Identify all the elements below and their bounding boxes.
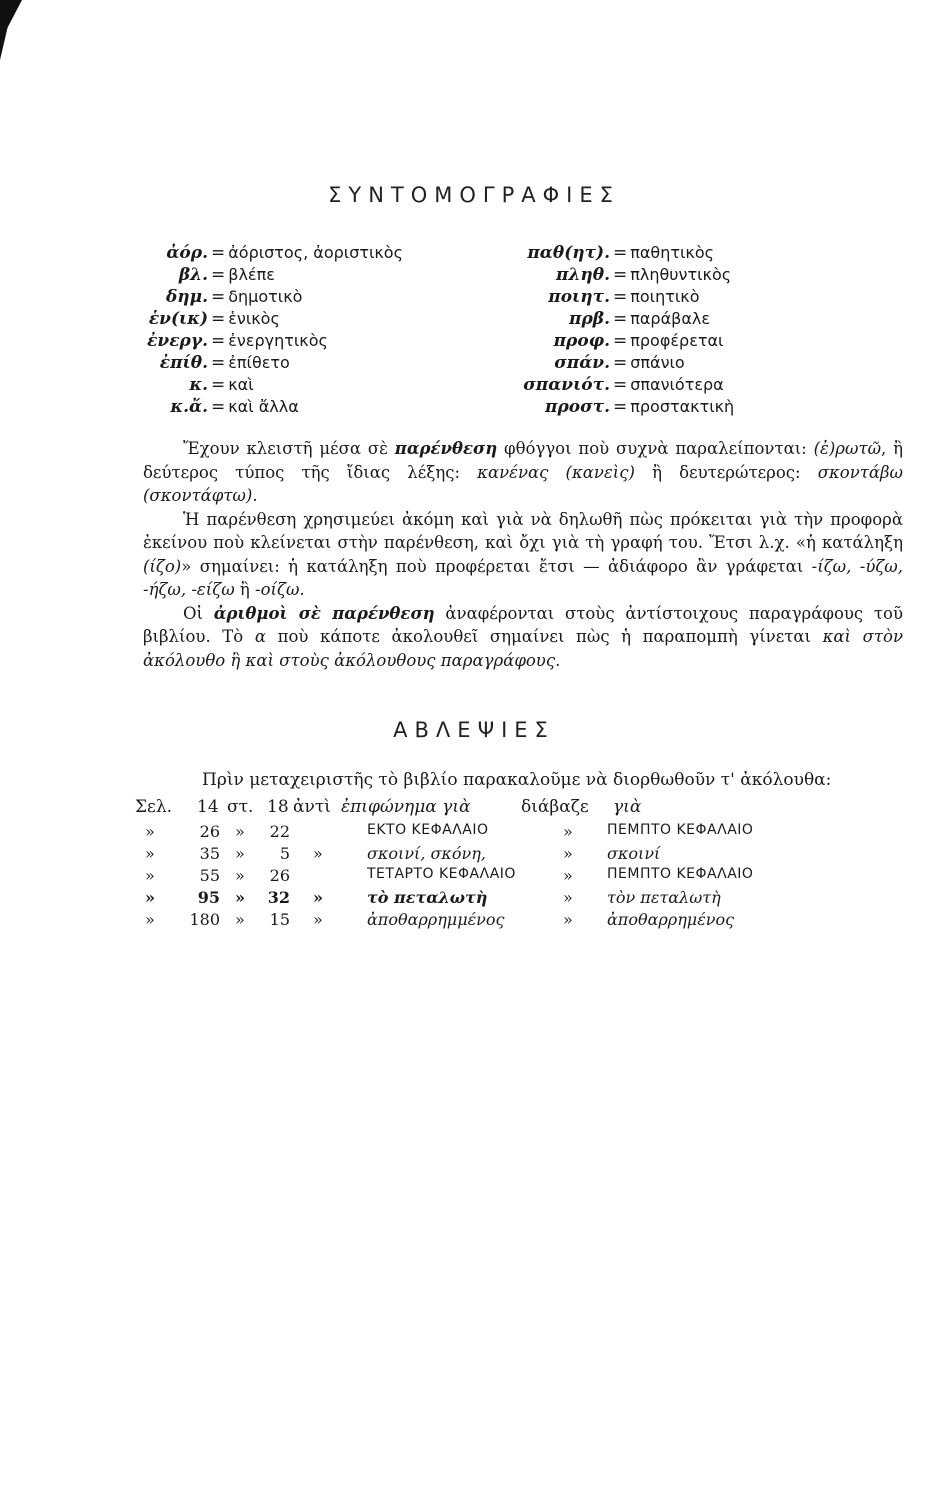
ditto-mark: » (563, 844, 573, 863)
example-word: (ἐ)ρωτῶ (813, 439, 882, 458)
abbr-entry (130, 243, 403, 265)
abbr-term: προφ. (553, 331, 610, 351)
ditto-mark: » (145, 866, 155, 885)
abbr-entry (130, 397, 299, 419)
equals-sign: = (613, 397, 628, 417)
abbr-term: κ. (189, 375, 208, 395)
errata-title: ΑΒΛΕΨΙΕΣ (393, 718, 555, 742)
ditto-mark: » (313, 910, 323, 929)
text-run: Οἱ (183, 603, 214, 623)
equals-sign: = (211, 309, 226, 329)
errata-line: 32 (267, 888, 290, 907)
errata-intro-text: Πρὶν μεταχειριστῆς τὸ βιβλίο παρακαλοῦμε νὰ διορθωθοῦν τ' ἀκόλουθα: (202, 770, 832, 790)
abbr-term: ἀόρ. (166, 243, 208, 263)
abbr-term: σπάν. (554, 353, 610, 373)
equals-sign: = (211, 287, 226, 307)
equals-sign: = (613, 331, 628, 351)
abbr-meaning: καὶ ἄλλα (228, 397, 299, 416)
abbr-meaning: πληθυντικὸς (630, 265, 732, 284)
errata-correct: ἀποθαρρημένος (607, 910, 735, 929)
header-line-label: στ. (227, 797, 254, 817)
ditto-mark: » (235, 888, 245, 907)
example-word: κανένας (κανεὶς) (477, 462, 635, 482)
abbr-entry (130, 353, 290, 375)
abbr-term: σπανιότ. (523, 375, 610, 395)
abbr-meaning: σπάνιο (630, 353, 685, 372)
errata-page: 180 (189, 910, 220, 929)
equals-sign: = (613, 243, 628, 263)
abbr-entry (520, 265, 731, 287)
emphasis-term: ἀριθμοὶ σὲ παρένθεση (213, 603, 435, 623)
errata-correct: τὸν πεταλωτὴ (607, 888, 721, 907)
abbr-term: προστ. (545, 397, 610, 417)
ditto-mark: » (563, 910, 573, 929)
equals-sign: = (613, 265, 628, 285)
abbr-entry (520, 309, 710, 331)
abbr-entry (130, 375, 254, 397)
equals-sign: = (211, 353, 226, 373)
errata-wrong: σκοινί, σκόνη, (367, 844, 486, 863)
abbr-term: βλ. (178, 265, 208, 285)
abbr-term: ποιητ. (548, 287, 610, 307)
abbr-term: ἐπίθ. (159, 353, 208, 373)
abbr-term: κ.ἄ. (170, 397, 208, 417)
ditto-mark: » (145, 822, 155, 841)
errata-page: 95 (197, 888, 220, 907)
errata-wrong: ἀποθαρρημμένος (367, 910, 505, 929)
ditto-mark: » (145, 888, 155, 907)
errata-wrong: ΤΕΤΑΡΤΟ ΚΕΦΑΛΑΙΟ (367, 866, 516, 882)
abbr-term: πρβ. (569, 309, 610, 329)
equals-sign: = (211, 243, 226, 263)
equals-sign: = (613, 287, 628, 307)
abbr-entry (130, 287, 302, 309)
abbr-meaning: ποιητικὸ (630, 287, 700, 306)
abbr-entry (520, 397, 734, 419)
header-wrong-text: ἐπιφώνημα γιὰ (341, 797, 471, 817)
abbr-meaning: προφέρεται (630, 331, 724, 350)
abbr-meaning: δημοτικὸ (228, 287, 303, 306)
example-word: (ίζο) (143, 556, 182, 576)
abbr-term: παθ(ητ). (527, 243, 610, 263)
text-run: ἢ (234, 580, 256, 599)
text-run: φθόγγοι ποὺ συχνὰ παραλείπονται: (497, 439, 814, 458)
equals-sign: = (211, 331, 226, 351)
abbreviations-title: ΣΥΝΤΟΜΟΓΡΑΦΙΕΣ (328, 183, 620, 207)
errata-correct: ΠΕΜΠΤΟ ΚΕΦΑΛΑΙΟ (607, 822, 754, 838)
notes-block (143, 437, 903, 672)
text-run: ποὺ κάποτε ἀκολουθεῖ σημαίνει πὼς ἡ παραπομπὴ γίνεται (266, 627, 823, 646)
example-word: -ίζω, -ύζω, -ήζω, -είζω (143, 556, 903, 599)
header-read-label: διάβαζε (521, 797, 589, 817)
abbr-term: ἐνεργ. (147, 331, 208, 351)
errata-page: 35 (199, 844, 220, 863)
note-paragraph-pronunciation (143, 508, 903, 602)
header-line-number: 18 (267, 797, 289, 817)
errata-page: 26 (199, 822, 220, 841)
errata-line: 22 (269, 822, 290, 841)
errata-line: 26 (269, 866, 290, 885)
text-run: Ἡ παρένθεση χρησιμεύει ἀκόμη καὶ γιὰ νὰ δηλωθῆ πὼς πρόκειται γιὰ τὴν προφορὰ ἐκείνου ποὺ κλείνεται στὴν παρένθεση, καὶ ὄχι γιὰ τὴ γραφή του. Ἔτσι λ.χ. «ἡ κατάληξη (143, 509, 903, 552)
ditto-mark: » (145, 910, 155, 929)
abbr-entry (520, 375, 724, 397)
header-page-label: Σελ. (135, 797, 173, 817)
ditto-mark: » (235, 910, 245, 929)
scan-edge-shadow (0, 0, 14, 60)
text-run: » σημαίνει: ἡ κατάληξη ποὺ προφέρεται ἔτσι — ἀδιάφορο ἂν γράφεται (181, 556, 812, 576)
ditto-mark: » (563, 866, 573, 885)
errata-line: 5 (279, 844, 290, 863)
abbr-entry (520, 287, 700, 309)
header-right-text: γιὰ (613, 797, 642, 817)
abbr-meaning: σπανιότερα (630, 375, 724, 394)
abbr-meaning: προστακτικὴ (630, 397, 735, 416)
ditto-mark: » (235, 844, 245, 863)
ditto-mark: » (563, 888, 573, 907)
abbr-meaning: καὶ (228, 375, 254, 394)
emphasis-term: παρένθεση (394, 439, 498, 458)
abbr-term: ἑν(ικ) (148, 309, 208, 329)
equals-sign: = (613, 375, 628, 395)
note-paragraph-parentheses (143, 437, 903, 508)
text-run: Ἔχουν κλειστῆ μέσα σὲ (183, 439, 395, 458)
abbr-meaning: ἀόριστος, ἀοριστικὸς (228, 243, 403, 262)
example-word: καὶ στὸν ἀκόλουθο ἢ καὶ στοὺς ἀκόλουθους παραγράφους. (143, 627, 903, 670)
abbr-meaning: ἑνικὸς (228, 309, 280, 328)
abbr-meaning: παράβαλε (630, 309, 711, 328)
abbr-meaning: παθητικὸς (630, 243, 715, 262)
errata-correct: σκοινί (607, 844, 661, 863)
text-run: ἀναφέρονται στοὺς ἀντίστοιχους παραγράφους τοῦ βιβλίου. Τὸ (143, 603, 904, 646)
equals-sign: = (211, 265, 226, 285)
text-run: , ἢ δεύτερος τύπος τῆς ἴδιας λέξης: (143, 439, 903, 482)
ditto-mark: » (235, 866, 245, 885)
abbr-meaning: βλέπε (228, 265, 275, 284)
ditto-mark: » (563, 822, 573, 841)
equals-sign: = (211, 397, 226, 417)
header-page-number: 14 (197, 797, 219, 817)
ditto-mark: » (313, 888, 323, 907)
note-paragraph-numbers (143, 602, 903, 673)
errata-page: 55 (199, 866, 220, 885)
abbr-entry (130, 331, 328, 353)
ditto-mark: » (235, 822, 245, 841)
abbr-meaning: ἐνεργητικὸς (228, 331, 328, 350)
equals-sign: = (613, 353, 628, 373)
abbr-term: δημ. (165, 287, 208, 307)
abbr-entry (130, 309, 280, 331)
ditto-mark: » (313, 844, 323, 863)
errata-intro (142, 770, 902, 790)
example-word: α (254, 627, 266, 646)
errata-wrong: τὸ πεταλωτὴ (367, 888, 488, 907)
example-word: -οίζω. (255, 580, 305, 599)
header-instead-label: ἀντὶ (293, 797, 331, 817)
equals-sign: = (211, 375, 226, 395)
abbr-meaning: ἐπίθετο (228, 353, 290, 372)
errata-wrong: ΕΚΤΟ ΚΕΦΑΛΑΙΟ (367, 822, 489, 838)
abbr-entry (130, 265, 275, 287)
ditto-mark: » (145, 844, 155, 863)
errata-correct: ΠΕΜΠΤΟ ΚΕΦΑΛΑΙΟ (607, 866, 754, 882)
abbr-term: πληθ. (556, 265, 610, 285)
example-word: σκοντάβω (σκοντάφτω). (143, 462, 903, 505)
equals-sign: = (613, 309, 628, 329)
abbr-entry (520, 353, 685, 375)
errata-line: 15 (269, 910, 290, 929)
abbr-entry (520, 331, 723, 353)
text-run: ἢ δευτερώτερος: (634, 462, 818, 482)
abbr-entry (520, 243, 714, 265)
